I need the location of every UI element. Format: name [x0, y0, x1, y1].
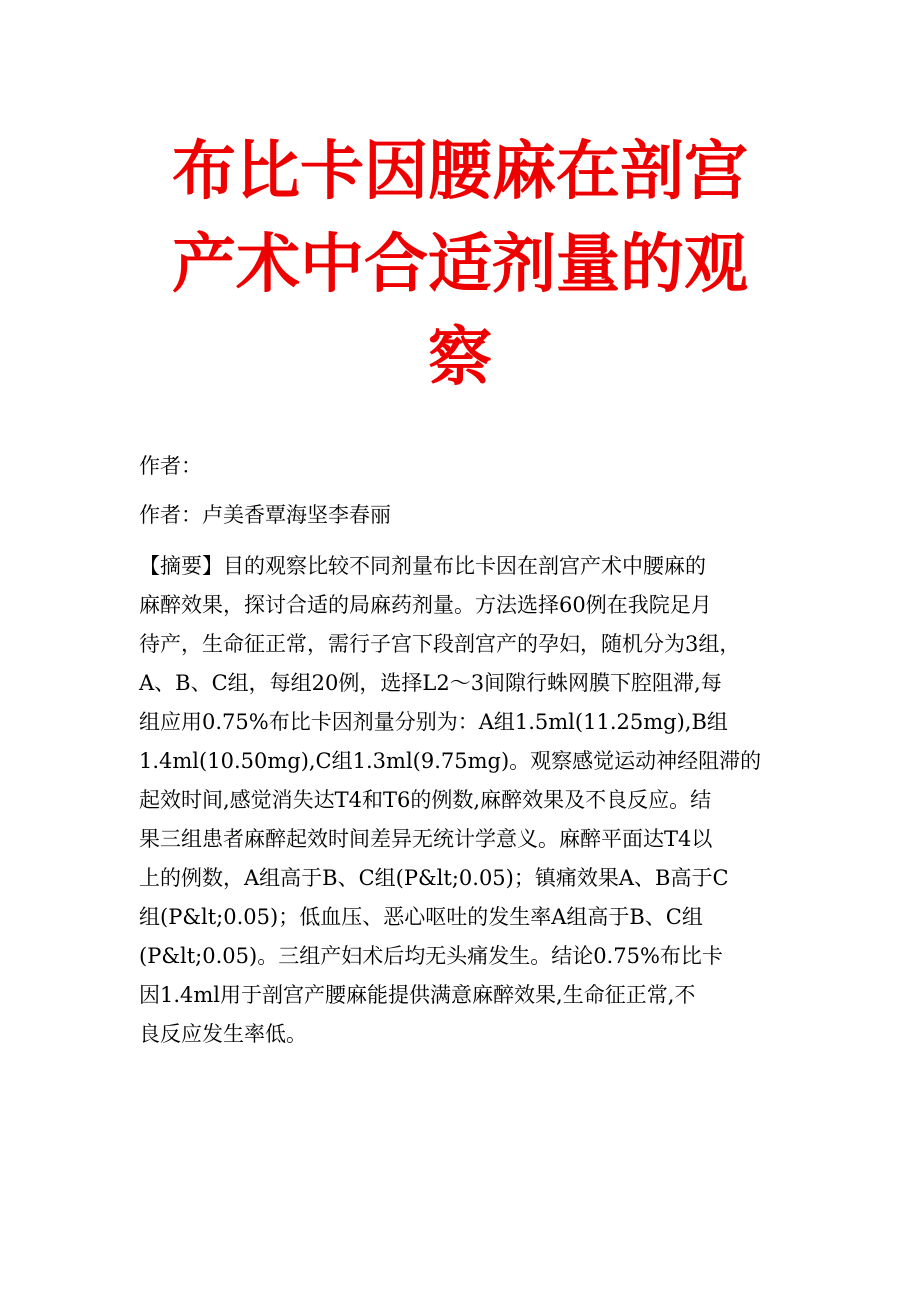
author-heading: 作者： [139, 454, 202, 478]
abstract-line: 上的例数，A组高于B、C组(P&lt;0.05)；镇痛效果A、B高于C [139, 866, 729, 890]
abstract-line: 麻醉效果，探讨合适的局麻药剂量。方法选择60例在我院足月 [139, 593, 712, 617]
abstract-line: 果三组患者麻醉起效时间差异无统计学意义。麻醉平面达T4以 [139, 827, 713, 851]
abstract-line: 组应用0.75%布比卡因剂量分别为：A组1.5ml(11.25mg),B组 [139, 710, 728, 734]
abstract-line: A、B、C组，每组20例，选择L2～3间隙行蛛网膜下腔阻滞,每 [139, 671, 722, 695]
abstract-paragraph [139, 547, 784, 1054]
author-line: 作者：卢美香覃海坚李春丽 [139, 503, 391, 527]
abstract-line: 组(P&lt;0.05)；低血压、恶心呕吐的发生率A组高于B、C组 [139, 905, 703, 929]
abstract-line: (P&lt;0.05)。三组产妇术后均无头痛发生。结论0.75%布比卡 [139, 944, 723, 968]
title-line: 产术中合适剂量的观 [172, 228, 748, 302]
title-line: 察 [428, 321, 492, 395]
document-title [120, 126, 800, 405]
abstract-line: 待产，生命征正常，需行子宫下段剖宫产的孕妇，随机分为3组， [139, 632, 741, 656]
title-line: 布比卡因腰麻在剖宫 [172, 135, 748, 209]
abstract-line: 1.4ml(10.50mg),C组1.3ml(9.75mg)。观察感觉运动神经阻滞的 [139, 749, 762, 773]
abstract-line: 【摘要】目的观察比较不同剂量布比卡因在剖宫产术中腰麻的 [139, 554, 706, 578]
abstract-line: 因1.4ml用于剖宫产腰麻能提供满意麻醉效果,生命征正常,不 [139, 983, 696, 1007]
abstract-line: 起效时间,感觉消失达T4和T6的例数,麻醉效果及不良反应。结 [139, 788, 712, 812]
abstract-line: 良反应发生率低。 [139, 1022, 307, 1046]
